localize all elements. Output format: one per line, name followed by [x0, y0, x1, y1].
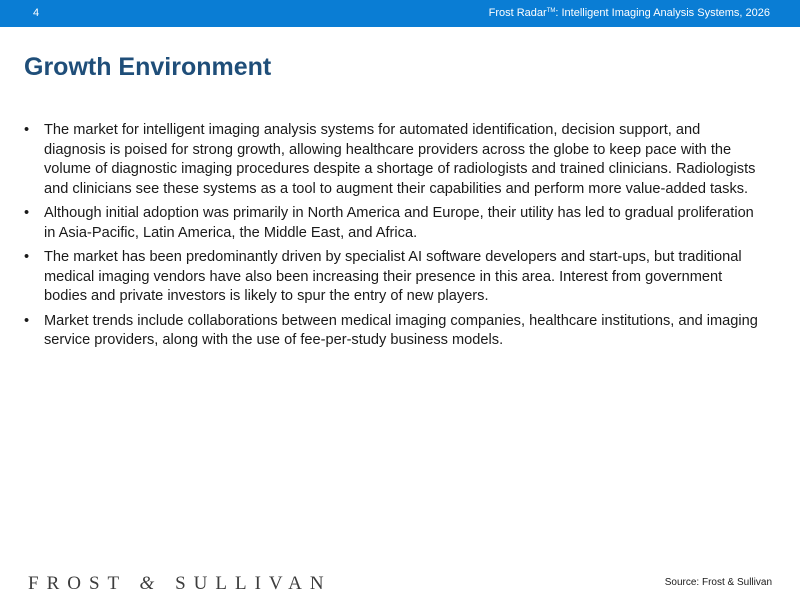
bullet-dot-icon: • — [24, 312, 30, 329]
bullet-text: The market has been predominantly driven by specialist AI software developers and start-ups, but traditional medical imaging vendors have also been increasing their presence in this area. Interest from government bodies and private investors is likely to spur the entry of new players. — [44, 249, 742, 304]
logo-word-sullivan: SULLIVAN — [175, 573, 332, 594]
logo-word-frost: FROST — [28, 573, 127, 594]
bullet-text: Market trends include collaborations between medical imaging companies, healthcare institutions, and imaging service providers, along with the use of fee-per-study business models. — [44, 312, 758, 348]
bullet-list — [24, 121, 760, 356]
logo-ampersand: & — [139, 573, 163, 594]
company-logo — [28, 573, 332, 595]
trademark-mark: TM — [546, 8, 556, 14]
bullet-item — [24, 312, 760, 351]
header-bar — [0, 0, 800, 27]
report-title — [489, 7, 770, 19]
bullet-text: Although initial adoption was primarily in North America and Europe, their utility has led to gradual proliferation in Asia-Pacific, Latin America, the Middle East, and Africa. — [44, 205, 754, 241]
page-title: Growth Environment — [24, 53, 272, 81]
bullet-text: The market for intelligent imaging analysis systems for automated identification, decision support, and diagnosis is poised for strong growth, allowing healthcare providers across the globe to keep pace with the volume of diagnostic imaging procedures despite a shortage of radiologists and trained clinicians. Radiologists and clinicians see these systems as a tool to augment their capabilities and perform more value-added tasks. — [44, 122, 756, 197]
bullet-item — [24, 204, 760, 243]
bullet-item — [24, 248, 760, 307]
report-name: Frost Radar — [488, 7, 547, 19]
bullet-dot-icon: • — [24, 249, 30, 265]
bullet-dot-icon: • — [24, 122, 30, 138]
bullet-item — [24, 121, 760, 199]
source-note: Source: Frost & Sullivan — [664, 577, 772, 588]
report-subtitle: : Intelligent Imaging Analysis Systems, 2026 — [555, 7, 770, 19]
bullet-dot-icon: • — [24, 205, 30, 221]
page-number: 4 — [33, 7, 40, 19]
